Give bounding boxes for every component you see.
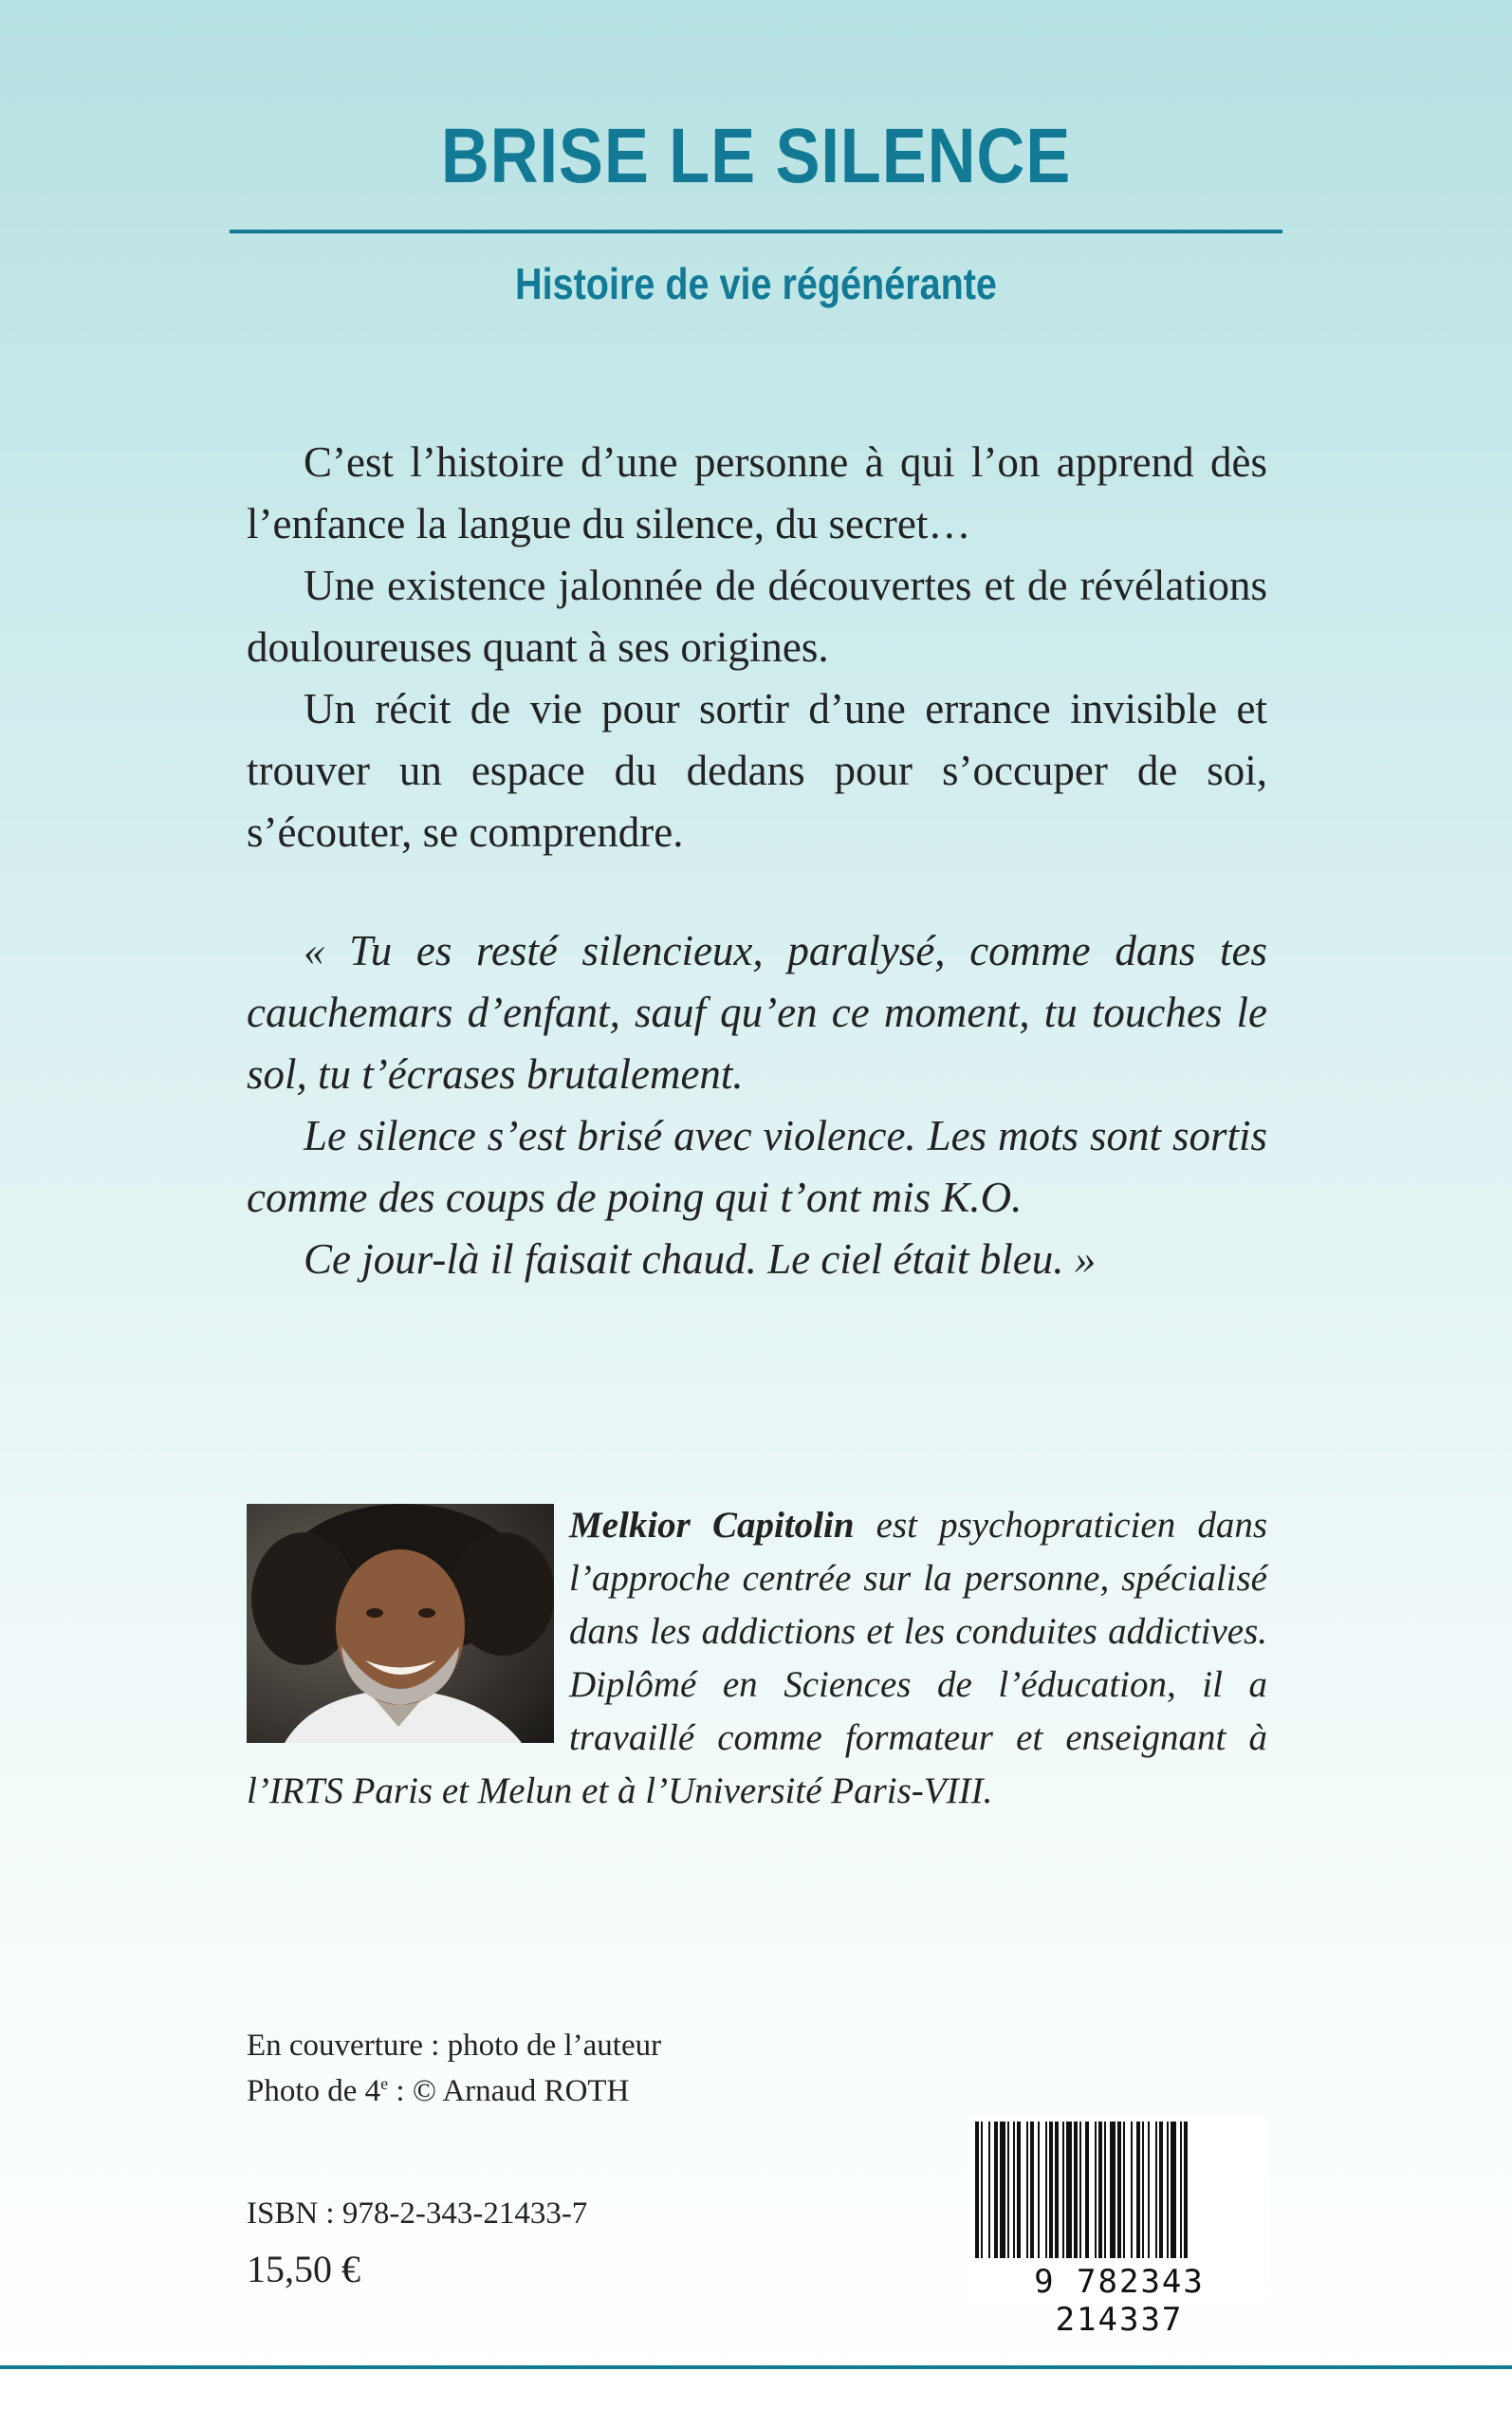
blurb-paragraph: Une existence jalonnée de découvertes et de révélations douloureuses quant à ses origines. [247, 562, 1267, 671]
bottom-divider [0, 2365, 1512, 2369]
quote-paragraph: Ce jour-là il faisait chaud. Le ciel était bleu. » [304, 1235, 1097, 1283]
excerpt-quote [247, 920, 1267, 1290]
author-name: Melkior Capitolin [569, 1505, 855, 1546]
barcode-bars [969, 2118, 1269, 2260]
book-title: BRISE LE SILENCE [440, 113, 1072, 199]
blurb-paragraph: Un récit de vie pour sortir d’une errance invisible et trouver un espace du dedans pour s’occuper de soi, s’écouter, se comprendre. [247, 685, 1267, 856]
barcode [969, 2118, 1269, 2339]
author-bio-text: est psychopraticien dans l’approche centrée sur la personne, spécialisé dans les addictions et les conduites addictives. Diplômé en Sciences de l’éducation, il a travaillé comme formateur et enseignant à l’IRTS Paris et Melun et à l’Université Paris-VIII. [247, 1505, 1267, 1811]
book-subtitle: Histoire de vie régénérante [515, 259, 997, 308]
isbn: ISBN : 978-2-343-21433-7 [247, 2196, 588, 2231]
photo-credits [247, 2023, 661, 2114]
title-divider [230, 230, 1282, 233]
back-photo-credit: Photo de 4e : © Arnaud ROTH [247, 2074, 630, 2108]
price: 15,50 € [247, 2248, 360, 2290]
cover-photo-credit: En couverture : photo de l’auteur [247, 2029, 662, 2063]
quote-paragraph: Le silence s’est brisé avec violence. Les mots sont sortis comme des coups de poing qui t’ont mis K.O. [247, 1112, 1267, 1221]
barcode-digits: 9 782343 214337 [1034, 2263, 1205, 2339]
blurb-paragraph: C’est l’histoire d’une personne à qui l’on apprend dès l’enfance la langue du silence, du secret… [247, 438, 1267, 547]
blurb [247, 432, 1267, 863]
quote-paragraph: « Tu es resté silencieux, paralysé, comme dans tes cauchemars d’enfant, sauf qu’en ce moment, tu touches le sol, tu t’écrases brutalement. [247, 927, 1267, 1098]
author-bio [247, 1499, 1267, 1818]
